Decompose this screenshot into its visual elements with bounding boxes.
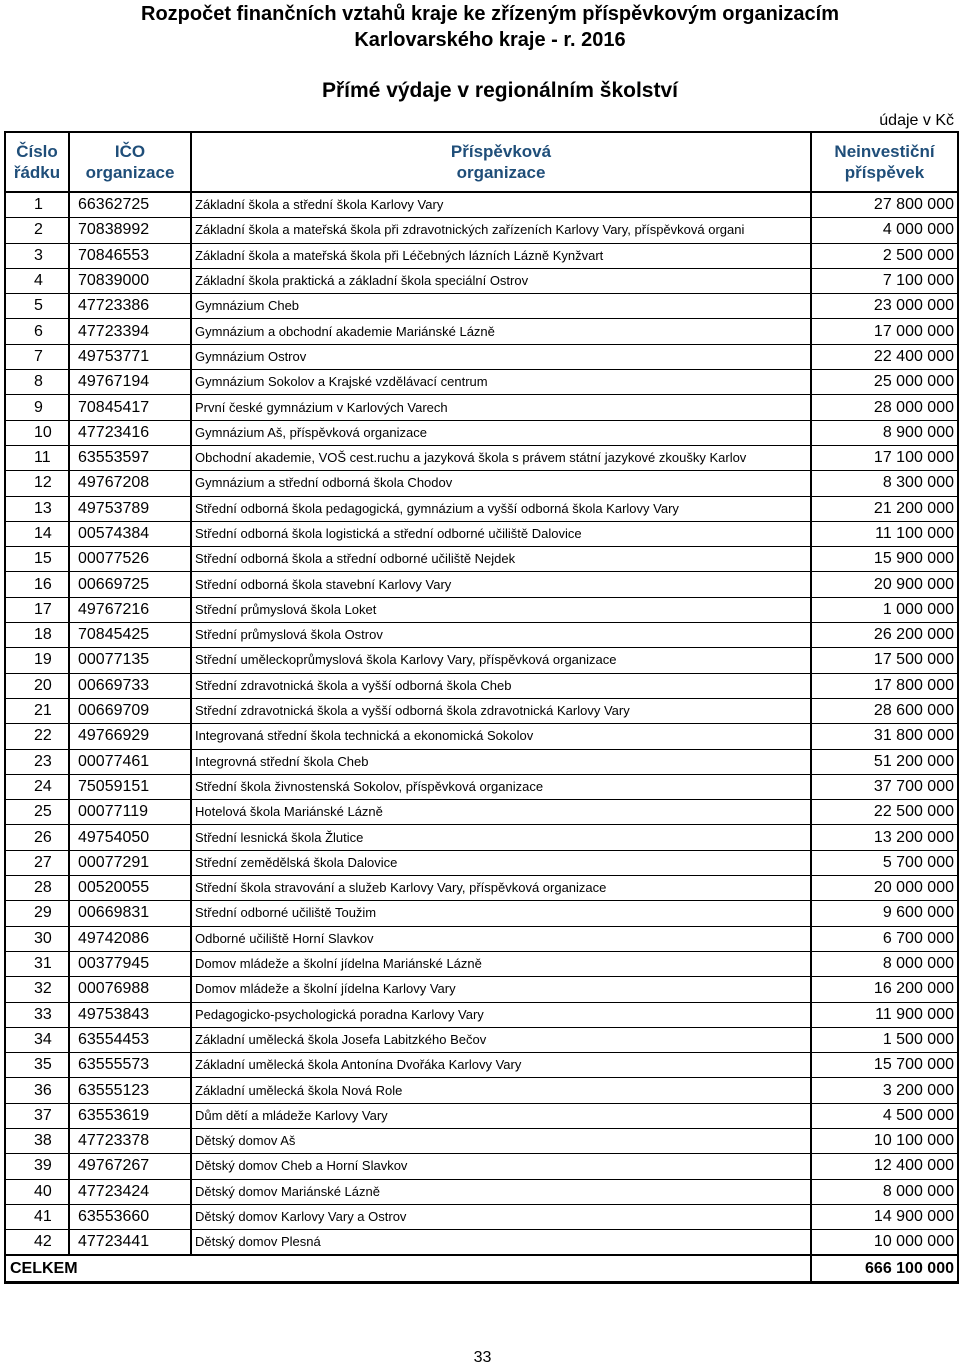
organization-name: První české gymnázium v Karlových Varech [191,395,811,420]
organization-name: Střední odborná škola a střední odborné učiliště Nejdek [191,547,811,572]
table-row [5,521,958,546]
row-number: 6 [5,319,69,344]
organization-name: Domov mládeže a školní jídelna Mariánské Lázně [191,951,811,976]
organization-name: Střední odborná škola pedagogická, gymnázium a vyšší odborná škola Karlovy Vary [191,496,811,521]
organization-name: Střední odborná škola logistická a střední odborné učiliště Dalovice [191,521,811,546]
table-row [5,294,958,319]
table-row [5,572,958,597]
organization-name: Dům dětí a mládeže Karlovy Vary [191,1103,811,1128]
row-number: 22 [5,724,69,749]
amount-cell: 8 000 000 [811,1179,958,1204]
organization-name: Střední zemědělská škola Dalovice [191,850,811,875]
row-number: 1 [5,192,69,218]
row-number: 26 [5,825,69,850]
table-row [5,825,958,850]
organization-name: Dětský domov Cheb a Horní Slavkov [191,1154,811,1179]
table-row [5,471,958,496]
ico-cell: 70839000 [69,268,191,293]
amount-cell: 22 500 000 [811,800,958,825]
organization-name: Střední zdravotnická škola a vyšší odborná škola zdravotnická Karlovy Vary [191,698,811,723]
ico-cell: 49766929 [69,724,191,749]
ico-cell: 63555573 [69,1053,191,1078]
col-header-amount: Neinvestiční příspěvek [811,132,958,192]
row-number: 11 [5,445,69,470]
ico-cell: 49753771 [69,344,191,369]
total-amount: 666 100 000 [811,1255,958,1283]
amount-cell: 15 900 000 [811,547,958,572]
ico-cell: 00077461 [69,749,191,774]
row-number: 10 [5,420,69,445]
row-number: 23 [5,749,69,774]
organization-name: Základní umělecká škola Josefa Labitzkého Bečov [191,1027,811,1052]
section-subtitle: Přímé výdaje v regionálním školství [322,79,678,102]
table-row [5,1078,958,1103]
table-row [5,951,958,976]
amount-cell: 1 500 000 [811,1027,958,1052]
amount-cell: 6 700 000 [811,926,958,951]
amount-cell: 8 900 000 [811,420,958,445]
organization-name: Střední průmyslová škola Ostrov [191,623,811,648]
table-row [5,1179,958,1204]
table-row [5,1103,958,1128]
table-row [5,547,958,572]
table-header-row [5,132,958,192]
units-note: údaje v Kč [879,112,954,129]
row-number: 19 [5,648,69,673]
amount-cell: 14 900 000 [811,1204,958,1229]
amount-cell: 17 500 000 [811,648,958,673]
table-row [5,395,958,420]
organization-name: Dětský domov Aš [191,1128,811,1153]
row-number: 16 [5,572,69,597]
row-number: 13 [5,496,69,521]
amount-cell: 20 900 000 [811,572,958,597]
organization-name: Hotelová škola Mariánské Lázně [191,800,811,825]
amount-cell: 27 800 000 [811,192,958,218]
organization-name: Střední zdravotnická škola a vyšší odborná škola Cheb [191,673,811,698]
row-number: 41 [5,1204,69,1229]
table-row [5,344,958,369]
ico-cell: 00669831 [69,901,191,926]
ico-cell: 75059151 [69,774,191,799]
organization-name: Gymnázium Sokolov a Krajské vzdělávací centrum [191,370,811,395]
row-number: 29 [5,901,69,926]
row-number: 40 [5,1179,69,1204]
ico-cell: 63553597 [69,445,191,470]
amount-cell: 10 100 000 [811,1128,958,1153]
row-number: 31 [5,951,69,976]
ico-cell: 63555123 [69,1078,191,1103]
ico-cell: 00574384 [69,521,191,546]
organization-name: Střední odborné učiliště Toužim [191,901,811,926]
row-number: 8 [5,370,69,395]
table-row [5,192,958,218]
amount-cell: 13 200 000 [811,825,958,850]
organization-name: Střední škola živnostenská Sokolov, příspěvková organizace [191,774,811,799]
amount-cell: 28 600 000 [811,698,958,723]
row-number: 18 [5,623,69,648]
amount-cell: 31 800 000 [811,724,958,749]
ico-cell: 49767194 [69,370,191,395]
organization-name: Základní škola a střední škola Karlovy Vary [191,192,811,218]
ico-cell: 47723394 [69,319,191,344]
organization-name: Gymnázium Aš, příspěvková organizace [191,420,811,445]
table-row [5,673,958,698]
organization-name: Integrovaná střední škola technická a ekonomická Sokolov [191,724,811,749]
table-row [5,1128,958,1153]
table-row [5,370,958,395]
organization-name: Gymnázium a střední odborná škola Chodov [191,471,811,496]
amount-cell: 25 000 000 [811,370,958,395]
ico-cell: 00077135 [69,648,191,673]
amount-cell: 2 500 000 [811,243,958,268]
ico-cell: 00669725 [69,572,191,597]
table-row [5,648,958,673]
ico-cell: 47723441 [69,1230,191,1256]
table-row [5,1027,958,1052]
table-row [5,724,958,749]
organization-name: Základní umělecká škola Nová Role [191,1078,811,1103]
total-row [5,1255,958,1283]
amount-cell: 51 200 000 [811,749,958,774]
amount-cell: 37 700 000 [811,774,958,799]
row-number: 14 [5,521,69,546]
organization-name: Pedagogicko-psychologická poradna Karlovy Vary [191,1002,811,1027]
ico-cell: 70838992 [69,218,191,243]
organization-name: Základní škola a mateřská škola při zdravotnických zařízeních Karlovy Vary, příspěvková organi [191,218,811,243]
table-row [5,1002,958,1027]
amount-cell: 15 700 000 [811,1053,958,1078]
row-number: 7 [5,344,69,369]
amount-cell: 4 000 000 [811,218,958,243]
ico-cell: 49767208 [69,471,191,496]
table-row [5,1230,958,1256]
row-number: 33 [5,1002,69,1027]
table-row [5,774,958,799]
organization-name: Odborné učiliště Horní Slavkov [191,926,811,951]
row-number: 2 [5,218,69,243]
row-number: 28 [5,876,69,901]
ico-cell: 49767267 [69,1154,191,1179]
table-row [5,1154,958,1179]
amount-cell: 12 400 000 [811,1154,958,1179]
row-number: 4 [5,268,69,293]
ico-cell: 70845425 [69,623,191,648]
ico-cell: 49753789 [69,496,191,521]
table-row [5,319,958,344]
amount-cell: 21 200 000 [811,496,958,521]
amount-cell: 3 200 000 [811,1078,958,1103]
document-title-line2: Karlovarského kraje - r. 2016 [354,29,626,51]
table-row [5,496,958,521]
organization-name: Základní škola a mateřská škola při Léčebných lázních Lázně Kynžvart [191,243,811,268]
amount-cell: 20 000 000 [811,876,958,901]
table-row [5,926,958,951]
organization-name: Střední lesnická škola Žlutice [191,825,811,850]
table-row [5,597,958,622]
amount-cell: 11 100 000 [811,521,958,546]
amount-cell: 4 500 000 [811,1103,958,1128]
row-number: 15 [5,547,69,572]
amount-cell: 22 400 000 [811,344,958,369]
organization-name: Střední škola stravování a služeb Karlovy Vary, příspěvková organizace [191,876,811,901]
organization-name: Střední uměleckoprůmyslová škola Karlovy Vary, příspěvková organizace [191,648,811,673]
row-number: 21 [5,698,69,723]
ico-cell: 47723416 [69,420,191,445]
ico-cell: 63554453 [69,1027,191,1052]
ico-cell: 00669709 [69,698,191,723]
col-header-row-no: Číslo řádku [5,132,69,192]
ico-cell: 00520055 [69,876,191,901]
row-number: 25 [5,800,69,825]
row-number: 24 [5,774,69,799]
ico-cell: 63553660 [69,1204,191,1229]
row-number: 20 [5,673,69,698]
organization-name: Základní umělecká škola Antonína Dvořáka Karlovy Vary [191,1053,811,1078]
organization-name: Střední průmyslová škola Loket [191,597,811,622]
organization-name: Střední odborná škola stavební Karlovy Vary [191,572,811,597]
amount-cell: 10 000 000 [811,1230,958,1256]
col-header-org: Příspěvková organizace [191,132,811,192]
row-number: 38 [5,1128,69,1153]
table-row [5,850,958,875]
row-number: 39 [5,1154,69,1179]
table-row [5,623,958,648]
amount-cell: 17 100 000 [811,445,958,470]
table-row [5,420,958,445]
row-number: 17 [5,597,69,622]
amount-cell: 23 000 000 [811,294,958,319]
organization-name: Gymnázium a obchodní akademie Mariánské Lázně [191,319,811,344]
budget-table [4,131,959,1284]
document-title-line1: Rozpočet finančních vztahů kraje ke zřízeným příspěvkovým organizacím [141,3,839,25]
ico-cell: 00077526 [69,547,191,572]
organization-name: Integrovná střední škola Cheb [191,749,811,774]
row-number: 30 [5,926,69,951]
ico-cell: 00077119 [69,800,191,825]
ico-cell: 49753843 [69,1002,191,1027]
amount-cell: 28 000 000 [811,395,958,420]
row-number: 32 [5,977,69,1002]
table-row [5,1053,958,1078]
ico-cell: 00076988 [69,977,191,1002]
amount-cell: 26 200 000 [811,623,958,648]
amount-cell: 16 200 000 [811,977,958,1002]
organization-name: Dětský domov Karlovy Vary a Ostrov [191,1204,811,1229]
amount-cell: 8 000 000 [811,951,958,976]
total-label: CELKEM [5,1255,811,1283]
organization-name: Dětský domov Plesná [191,1230,811,1256]
ico-cell: 00669733 [69,673,191,698]
ico-cell: 49754050 [69,825,191,850]
amount-cell: 5 700 000 [811,850,958,875]
table-row [5,876,958,901]
table-row [5,218,958,243]
ico-cell: 47723424 [69,1179,191,1204]
organization-name: Domov mládeže a školní jídelna Karlovy Vary [191,977,811,1002]
row-number: 12 [5,471,69,496]
amount-cell: 11 900 000 [811,1002,958,1027]
ico-cell: 47723386 [69,294,191,319]
organization-name: Gymnázium Cheb [191,294,811,319]
ico-cell: 49742086 [69,926,191,951]
table-row [5,268,958,293]
organization-name: Dětský domov Mariánské Lázně [191,1179,811,1204]
amount-cell: 9 600 000 [811,901,958,926]
table-row [5,901,958,926]
table-row [5,243,958,268]
row-number: 27 [5,850,69,875]
page-number: 33 [473,1349,492,1366]
row-number: 36 [5,1078,69,1103]
amount-cell: 7 100 000 [811,268,958,293]
ico-cell: 70846553 [69,243,191,268]
amount-cell: 17 000 000 [811,319,958,344]
ico-cell: 00077291 [69,850,191,875]
table-row [5,698,958,723]
row-number: 35 [5,1053,69,1078]
amount-cell: 17 800 000 [811,673,958,698]
organization-name: Gymnázium Ostrov [191,344,811,369]
row-number: 42 [5,1230,69,1256]
amount-cell: 1 000 000 [811,597,958,622]
table-row [5,800,958,825]
row-number: 5 [5,294,69,319]
amount-cell: 8 300 000 [811,471,958,496]
row-number: 3 [5,243,69,268]
ico-cell: 66362725 [69,192,191,218]
organization-name: Základní škola praktická a základní škola speciální Ostrov [191,268,811,293]
table-row [5,445,958,470]
row-number: 37 [5,1103,69,1128]
ico-cell: 47723378 [69,1128,191,1153]
table-row [5,977,958,1002]
ico-cell: 00377945 [69,951,191,976]
row-number: 9 [5,395,69,420]
ico-cell: 49767216 [69,597,191,622]
organization-name: Obchodní akademie, VOŠ cest.ruchu a jazyková škola s právem státní jazykové zkoušky Karlov [191,445,811,470]
ico-cell: 63553619 [69,1103,191,1128]
table-row [5,1204,958,1229]
col-header-ico: IČO organizace [69,132,191,192]
ico-cell: 70845417 [69,395,191,420]
row-number: 34 [5,1027,69,1052]
table-row [5,749,958,774]
